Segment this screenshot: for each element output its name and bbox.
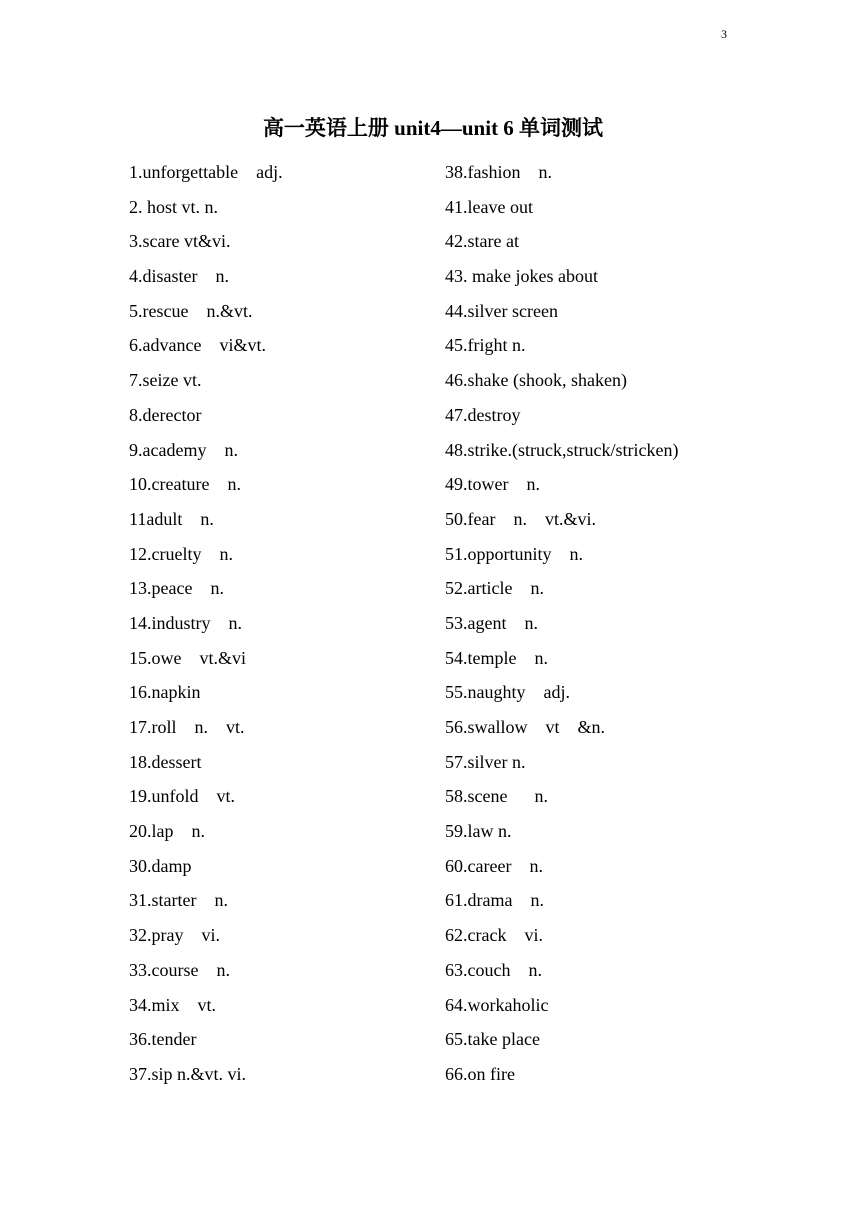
vocabulary-item: 6.advance vi&vt. [129,335,266,356]
vocabulary-item: 4.disaster n. [129,266,229,287]
vocabulary-item: 37.sip n.&vt. vi. [129,1063,247,1084]
vocabulary-item: 13.peace n. [129,578,224,599]
vocabulary-item: 56.swallow vt &n. [445,717,605,737]
vocabulary-list-left [129,155,429,1092]
vocabulary-item: 18.dessert [129,751,202,772]
vocabulary-item: 14.industry n. [129,612,243,633]
vocabulary-item: 49.tower n. [445,474,540,495]
vocabulary-item: 7.seize vt. [129,370,202,391]
vocabulary-item: 12.cruelty n. [129,543,233,564]
vocabulary-item: 30.damp [129,855,192,876]
vocabulary-item: 61.drama n. [445,890,544,911]
vocabulary-item: 9.academy n. [129,439,238,460]
vocabulary-item: 57.silver n. [445,751,526,772]
vocabulary-item: 19.unfold vt. [129,786,235,807]
vocabulary-item: 52.article n. [445,578,544,599]
vocabulary-item: 44.silver screen [445,300,558,321]
vocabulary-item: 2. host vt. n. [129,196,219,217]
vocabulary-item: 33.course n. [129,959,230,980]
vocabulary-item: 47.destroy [445,404,521,425]
vocabulary-item: 36.tender [129,1029,197,1050]
vocabulary-item: 64.workaholic [445,994,549,1015]
vocabulary-item: 51.opportunity n. [445,543,583,564]
vocabulary-item: 46.shake (shook, shaken) [445,370,627,391]
vocabulary-item: 41.leave out [445,196,533,217]
vocabulary-item: 11adult n. [129,508,214,529]
vocabulary-item: 43. make jokes about [445,266,598,287]
vocabulary-item: 66.on fire [445,1063,515,1084]
vocabulary-item: 62.crack vi. [445,925,543,946]
vocabulary-item: 48.strike.(struck,struck/stricken) [445,439,679,460]
vocabulary-item: 8.derector [129,404,202,425]
vocabulary-item: 50.fear n. vt.&vi. [445,508,596,529]
vocabulary-item: 20.lap n. [129,821,205,842]
vocabulary-item: 38.fashion n. [445,162,552,182]
vocabulary-item: 54.temple n. [445,647,548,668]
vocabulary-item: 53.agent n. [445,612,538,633]
vocabulary-item: 16.napkin [129,682,201,703]
vocabulary-item: 31.starter n. [129,890,228,911]
vocabulary-item: 3.scare vt&vi. [129,231,231,252]
vocabulary-item: 42.stare at [445,231,519,252]
page-number: 3 [721,27,727,41]
vocabulary-item: 45.fright n. [445,335,526,356]
vocabulary-item: 65.take place [445,1029,540,1050]
vocabulary-item: 5.rescue n.&vt. [129,300,253,321]
vocabulary-item: 60.career n. [445,855,543,876]
vocabulary-item: 34.mix vt. [129,994,217,1015]
vocabulary-item: 10.creature n. [129,474,241,495]
vocabulary-item: 15.owe vt.&vi [129,647,246,668]
vocabulary-item: 63.couch n. [445,959,542,980]
vocabulary-item: 59.law n. [445,821,512,842]
vocabulary-item: 17.roll n. vt. [129,717,245,737]
vocabulary-item: 55.naughty adj. [445,682,570,703]
vocabulary-item: 32.pray vi. [129,925,220,946]
vocabulary-item: 1.unforgettable adj. [129,162,283,182]
vocabulary-list-right [445,155,845,1092]
vocabulary-item: 58.scene n. [445,786,548,807]
document-title: 高一英语上册 unit4—unit 6 单词测试 [262,116,604,140]
